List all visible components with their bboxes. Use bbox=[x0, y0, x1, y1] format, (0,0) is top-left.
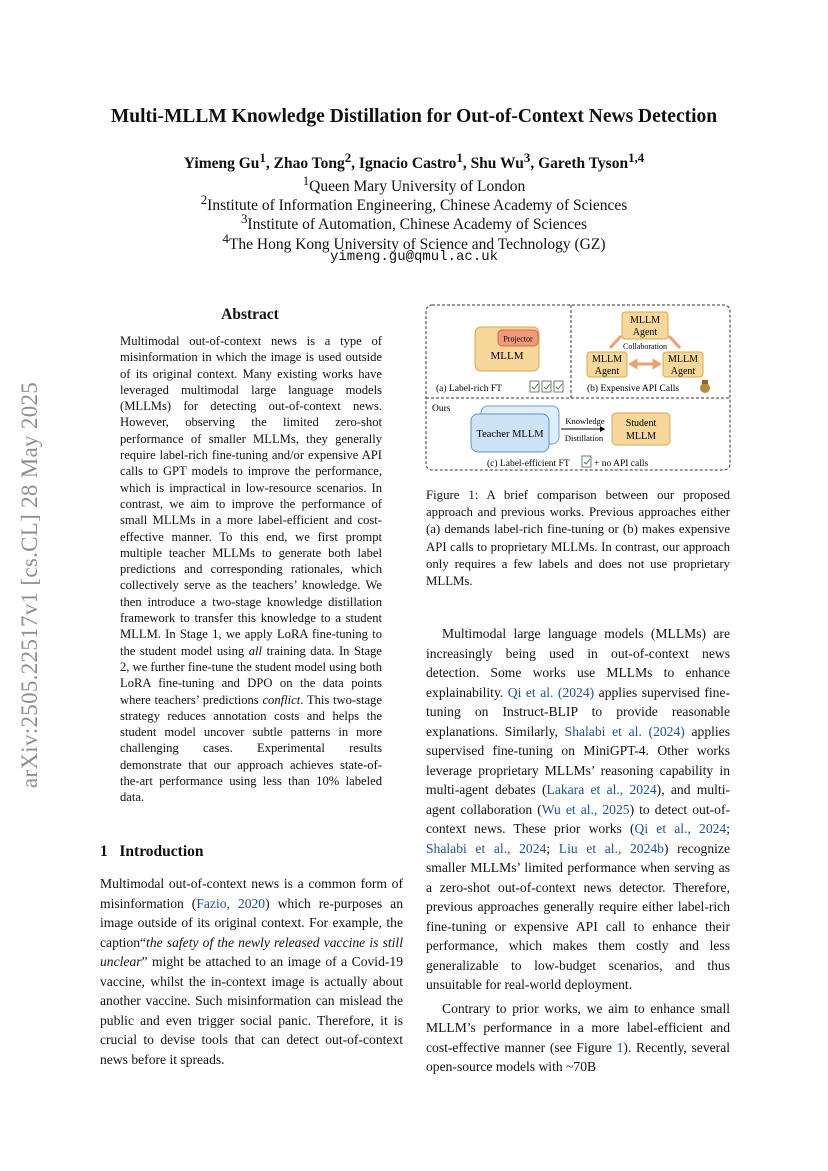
author: Gareth Tyson bbox=[538, 155, 629, 173]
citation-link[interactable]: Shalabi et al. (2024) bbox=[564, 723, 685, 739]
abstract-emphasis: all bbox=[248, 643, 263, 658]
body-text: applies supervised fine-tuning on MiniGPT-4. Other works leverage proprietary MLLMs’ reasoning capability in multi-agent debates ( bbox=[426, 723, 731, 797]
student-label: MLLM bbox=[626, 431, 656, 442]
affil-sup: 3 bbox=[240, 211, 248, 226]
student-label: Student bbox=[625, 418, 657, 429]
panel-b-label: (b) Expensive API Calls bbox=[587, 384, 680, 394]
body-text: ), and multi-agent collaboration ( bbox=[426, 782, 730, 817]
citation-link[interactable]: Fazio, 2020 bbox=[196, 895, 266, 911]
author-affil-sup: 1 bbox=[259, 150, 266, 165]
citation-link[interactable]: Qi et al., 2024 bbox=[634, 821, 727, 836]
panel-c-label-suffix: + no API calls bbox=[594, 459, 649, 469]
arxiv-identifier: arXiv:2505.22517v1 [cs.CL] 28 May 2025 bbox=[17, 381, 42, 789]
affil-name: Queen Mary University of London bbox=[309, 178, 526, 196]
body-text: applies supervised fine-tuning on Instruct-BLIP to provide reasonable explanations. Similarly, bbox=[426, 684, 730, 739]
panel-a bbox=[436, 327, 563, 394]
contact-email[interactable]: yimeng.gu@qmul.ac.uk bbox=[329, 249, 499, 265]
figure-1-diagram bbox=[425, 304, 731, 472]
knowledge-label: Knowledge bbox=[565, 416, 605, 426]
section-heading-introduction bbox=[100, 843, 204, 861]
abstract-text: training data. In Stage 2, we further fine-tune the student model using both LoRA fine-tuning and DPO on the data points where teachers’ predictions bbox=[120, 643, 382, 707]
arxiv-sidebar-stamp bbox=[10, 330, 50, 840]
author: Zhao Tong bbox=[273, 155, 345, 173]
figure-1-caption: Figure 1: A brief comparison between our proposed approach and previous works. Previous approaches either (a) demands label-rich fine-tuning or (b) makes expensive API calls to proprietary MLLMs. In contrast, our approach only requires a few labels and does not use proprietary MLLMs. bbox=[426, 488, 730, 589]
author-affil-sup: 2 bbox=[344, 150, 352, 165]
affil-sup: 2 bbox=[200, 192, 208, 207]
quoted-caption: the safety of the newly released vaccine is still unclear bbox=[100, 934, 403, 969]
body-text: ). Recently, several open-source models with ~70B bbox=[426, 1039, 731, 1074]
projector-label: Projector bbox=[503, 334, 533, 344]
author-affil-sup: 3 bbox=[523, 150, 531, 165]
citation-link[interactable]: Liu et al., 2024b bbox=[558, 840, 664, 856]
citation-link[interactable]: Shalabi et al., 2024 bbox=[426, 840, 547, 856]
author-list: Yimeng Gu$^1$, Zhao Tong$^2$, Ignacio Castro$^1$, Shu Wu$^3$, Gareth Tyson$^{1,4}$ bbox=[183, 150, 645, 173]
paper-title: Multi-MLLM Knowledge Distillation for Out-of-Context News Detection bbox=[110, 106, 718, 127]
citation-link[interactable]: Lakara et al., 2024 bbox=[546, 782, 657, 797]
collab-arrow-icon bbox=[631, 361, 659, 367]
abstract-text: . This two-stage strategy reduces annotation costs and helps the student model uncover subtle patterns in more challenging cases. Experimental results demonstrate that our approach achieves state-of-the-art performance using less than 10% labeled data. bbox=[120, 692, 382, 805]
body-text: ; bbox=[546, 840, 559, 856]
collaboration-label: Collaboration bbox=[623, 342, 667, 351]
body-text: ) recognize smaller MLLMs’ limited performance when serving as a zero-shot out-of-context news detector. Therefore, previous approaches generally require either label-rich fine-tuning or expensive API call to enhance their performance, which makes them costly and less generalizable to low-budget scenarios, and thus unsuitable for real-world deployment. bbox=[426, 840, 730, 992]
ours-label: Ours bbox=[432, 404, 451, 414]
collab-arrow-icon bbox=[610, 336, 621, 348]
abstract-emphasis: conflict bbox=[262, 692, 301, 707]
distillation-label: Distillation bbox=[564, 433, 604, 443]
agent-label: MLLM bbox=[668, 354, 698, 365]
abstract-heading: Abstract bbox=[221, 306, 279, 323]
intro-paragraph bbox=[100, 874, 403, 1069]
author: Yimeng Gu bbox=[183, 155, 260, 173]
body-text: ) which re-purposes an image outside of its original context. For example, the caption“ bbox=[100, 895, 403, 950]
body-text: Multimodal large language models (MLLMs) are increasingly being used in out-of-context news detection. Some works use MLLMs to enhance explainability. bbox=[426, 626, 730, 700]
affil-name: Institute of Information Engineering, Chinese Academy of Sciences bbox=[207, 197, 628, 215]
label-document-icon bbox=[582, 456, 591, 467]
agent-label: Agent bbox=[670, 366, 696, 377]
author-affil-sup: 1,4 bbox=[628, 150, 645, 165]
affil-sup: 4 bbox=[222, 231, 229, 246]
figure-reference-link[interactable]: 1 bbox=[616, 1039, 624, 1055]
citation-link[interactable]: Qi et al. (2024) bbox=[507, 684, 595, 700]
body-paragraph bbox=[426, 999, 730, 1077]
mllm-label: MLLM bbox=[490, 350, 524, 362]
author: Shu Wu bbox=[470, 155, 524, 173]
abstract-body bbox=[120, 333, 382, 806]
teacher-label: Teacher MLLM bbox=[476, 429, 544, 440]
affil-name: Institute of Automation, Chinese Academy of Sciences bbox=[247, 216, 588, 234]
body-text: ” might be attached to an image of a Covid-19 vaccine, whilst the in-context image is actually about another vaccine. Such misinformation can mislead the public and even trigger social panic. Therefore, it is crucial to devise tools that can detect out-of-context news before it spreads. bbox=[100, 954, 403, 1067]
affil-sup: 1 bbox=[302, 173, 310, 188]
panel-c bbox=[432, 404, 670, 469]
section-number: 1 bbox=[100, 843, 108, 860]
body-paragraph bbox=[426, 624, 730, 995]
panel-b bbox=[587, 312, 710, 394]
money-bag-icon bbox=[700, 380, 710, 393]
panel-c-label: (c) Label-efficient FT bbox=[487, 459, 570, 469]
body-text: Contrary to prior works, we aim to enhance small MLLM’s performance in a more label-efficient and cost-effective manner (see Figure bbox=[426, 1000, 730, 1055]
collab-arrow-icon bbox=[669, 336, 680, 348]
right-column-body bbox=[426, 624, 730, 1077]
citation-link[interactable]: Wu et al., 2025 bbox=[541, 801, 630, 817]
author-affil-sup: 1 bbox=[456, 150, 463, 165]
author: Ignacio Castro bbox=[358, 155, 457, 173]
label-document-icon bbox=[530, 381, 563, 392]
section-title: Introduction bbox=[119, 843, 204, 860]
abstract-text: Multimodal out-of-context news is a type of misinformation in which the image is used outside of its original context. Many existing works have leveraged multimodal large language models (MLLMs) for detecting out-of-context news. However, observing the limited zero-shot performance of smaller MLLMs, they generally require label-rich fine-tuning and/or expensive API calls to GPT models to improve the performance, which is impractical in low-resource scenarios. In contrast, we aim to improve the performance of small MLLMs in a more label-efficient and cost-effective manner. To this end, we first prompt multiple teacher MLLMs to generate both label predictions and corresponding rationales, which collectively serve as the teachers’ knowledge. We then introduce a two-stage knowledge distillation framework to transfer this knowledge to a student MLLM. In Stage 1, we apply LoRA fine-tuning to the student model using bbox=[120, 334, 382, 658]
figure-1 bbox=[425, 304, 731, 472]
agent-label: MLLM bbox=[592, 354, 622, 365]
affil-name: The Hong Kong University of Science and Technology (GZ) bbox=[228, 236, 606, 254]
body-text: ) to detect out-of-context news. These prior works ( bbox=[426, 801, 730, 836]
panel-a-label: (a) Label-rich FT bbox=[436, 384, 502, 394]
body-text: Multimodal out-of-context news is a common form of misinformation ( bbox=[100, 876, 403, 911]
agent-label: MLLM bbox=[630, 315, 660, 326]
agent-label: Agent bbox=[632, 327, 658, 338]
body-text: ; bbox=[726, 821, 730, 836]
agent-label: Agent bbox=[594, 366, 620, 377]
arrow-head-icon bbox=[600, 426, 605, 432]
